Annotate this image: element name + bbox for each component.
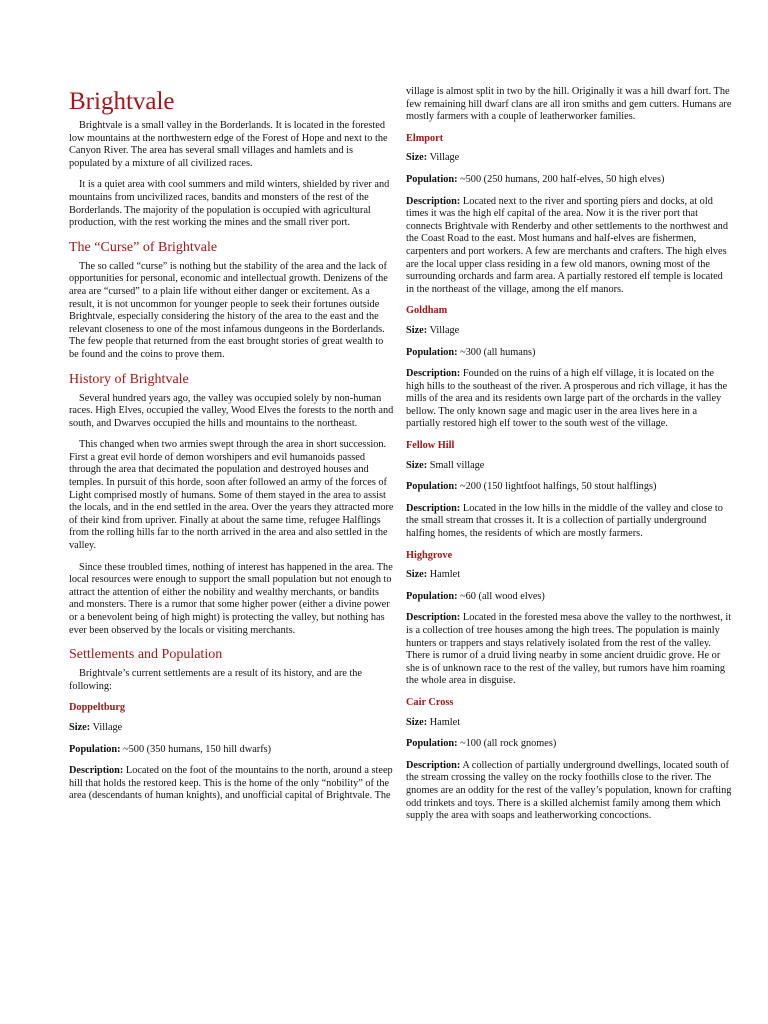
- size-value: Village: [429, 152, 460, 164]
- size-label: Size:: [406, 716, 428, 728]
- left-column: [69, 88, 395, 812]
- settlement-name-elmport: Elmport: [406, 132, 444, 144]
- population-value: ~200 (150 lightfoot halfings, 50 stout halflings): [460, 481, 657, 493]
- settlement-population: [406, 347, 732, 360]
- description-label: Description:: [406, 195, 461, 207]
- population-value: ~60 (all wood elves): [460, 590, 545, 602]
- curse-paragraph: The so called “curse” is nothing but the stability of the area and the lack of opportunities for personal, economic and intellectual growth. Denizens of the area are “cursed” to a plain life without either danger or excitement. As a result, it is not uncommon for younger people to seek their fortunes outside Brightvale, especially considering the history of the area to the east and the relevant closeness to one of the most infamous dungeons in the Borderlands. The few people that returned from the east brought stories of great wealth to be found and the coins to prove them.: [69, 260, 388, 360]
- population-label: Population:: [406, 481, 458, 493]
- population-value: ~300 (all humans): [460, 346, 536, 358]
- size-label: Size:: [406, 152, 428, 164]
- size-value: Village: [429, 324, 460, 336]
- settlement-population: [406, 481, 732, 494]
- history-paragraph-2: This changed when two armies swept through the area in short succession. First a great evil horde of demon worshipers and evil humanoids passed through the area that decimated the population and destroyed houses and temples. In pursuit of this horde, soon after followed an army of the forces of Light comprised mostly of humans. Some of them stayed in the area to assist the locals, and in the end settled in the area. Over the years they attracted more of their kind from upriver. Finally at about the same time, refugee Halflings from the rolling hills far to the north arrived in the area and also settled in the valley.: [69, 439, 394, 552]
- settlement-description: [406, 196, 732, 297]
- description-value: Located in the low hills in the middle of the valley and close to the small stream that crosses it. It is a collection of partially underground halfing homes, the residents of which are mostly farmers.: [406, 502, 723, 540]
- page-title: Brightvale: [69, 88, 175, 115]
- history-heading: History of Brightvale: [69, 371, 189, 387]
- description-value: A collection of partially underground dwellings, located south of the stream crossing the valley on the rocky foothills close to the river. The gnomes are an oddity for the rest of the valley’s population, known for crafting odd trinkets and toys. There is a skilled alchemist family among them which supply the area with soaps and leatherworking concoctions.: [406, 759, 732, 822]
- description-value: Located in the forested mesa above the valley to the northwest, it is a collection of tree houses among the high trees. The population is mainly hunters or trappers and stays relatively isolated from the rest of the valley. There is rumor of a druid living nearby in some ancient druidic grove. He or she is of unknown race to the rest of the valley, but rumors have him roaming the whole area in disguise.: [406, 612, 732, 687]
- description-value: Located on the foot of the mountains to the north, around a steep hill that holds the restored keep. This is the home of the only “nobility” of the area (descendants of human knights), and unofficial capital of Brightvale. The: [69, 765, 393, 802]
- doppeltburg-description-continued: village is almost split in two by the hill. Originally it was a hill dwarf fort. The few remaining hill dwarf clans are all iron smiths and gem cutters. Humans are mostly farmers with a couple of leatherworker families.: [406, 86, 732, 123]
- settlement-size: [69, 722, 395, 735]
- settlement-population: [69, 744, 395, 757]
- settlement-size: [406, 325, 732, 338]
- settlement-name-cair-cross: Cair Cross: [406, 696, 454, 708]
- population-label: Population:: [406, 590, 458, 602]
- size-label: Size:: [69, 721, 91, 733]
- size-value: Hamlet: [429, 716, 461, 728]
- settlement-size: [406, 569, 732, 582]
- intro-paragraph-2: It is a quiet area with cool summers and mild winters, shielded by river and mountains from uncivilized races, bandits and monsters of the rest of the Borderlands. The majority of the population is occupied with agricultural production, with the rest working the mines and the small river port.: [69, 179, 390, 229]
- settlement-name-goldham: Goldham: [406, 305, 448, 317]
- size-label: Size:: [406, 459, 428, 471]
- settlement-description: [406, 503, 732, 541]
- description-label: Description:: [406, 759, 461, 771]
- size-value: Hamlet: [429, 569, 461, 581]
- population-label: Population:: [406, 346, 458, 358]
- settlement-name-fellow-hill: Fellow Hill: [406, 440, 455, 452]
- description-label: Description:: [69, 765, 124, 777]
- history-paragraph-1: Several hundred years ago, the valley was occupied solely by non-human races. High Elves, occupied the valley, Wood Elves the forests to the north and south, and Dwarves occupied the hills and mountains to the northeast.: [69, 392, 394, 429]
- size-label: Size:: [406, 569, 428, 581]
- size-value: Village: [92, 721, 123, 733]
- population-label: Population:: [406, 173, 458, 185]
- settlement-description: [406, 760, 732, 823]
- description-label: Description:: [406, 612, 461, 624]
- population-label: Population:: [406, 738, 458, 750]
- right-column: [406, 86, 732, 832]
- settlement-description: [406, 612, 732, 688]
- population-value: ~100 (all rock gnomes): [460, 738, 557, 750]
- intro-paragraph-1: Brightvale is a small valley in the Borderlands. It is located in the forested low mountains at the northwestern edge of the Forest of Hope and next to the Canyon River. The area has several small villages and hamlets and is populated by a mixture of all civilized races.: [69, 120, 388, 169]
- population-value: ~500 (350 humans, 150 hill dwarfs): [123, 743, 272, 755]
- size-value: Small village: [429, 459, 485, 471]
- settlement-population: [406, 738, 732, 751]
- settlements-heading: Settlements and Population: [69, 647, 223, 663]
- description-label: Description:: [406, 502, 461, 514]
- settlements-intro: Brightvale’s current settlements are a result of its history, and are the following:: [69, 668, 362, 692]
- description-value: Founded on the ruins of a high elf village, it is located on the high hills to the southeast of the river. A prosperous and rich village, it has the mills of the area and its residents own large part of the orchards in the valley bellow. The only known sage and magic user in the area lives here in a partially restored high elf tower to the south west of the village.: [406, 368, 728, 430]
- settlement-description: [406, 368, 732, 431]
- settlement-size: [406, 152, 732, 165]
- population-value: ~500 (250 humans, 200 half-elves, 50 high elves): [460, 173, 665, 185]
- settlement-description: [69, 765, 395, 803]
- description-label: Description:: [406, 368, 461, 380]
- settlement-population: [406, 591, 732, 604]
- settlement-population: [406, 174, 732, 187]
- description-value: Located next to the river and sporting piers and docks, at old times it was the high elf capital of the area. Now it is the river port that connects Brightvale with Renderby and other settlements to the northwest and the Coast Road to the east. Most humans and half-elves are fishermen, carpenters and port workers. A few are merchants and crafters. The high elves are the local upper class residing in a few old manors, owning most of the surrounding orchards and farm area. A partially restored elf temple is located in the northeast of the village, among the elf manors.: [406, 195, 728, 295]
- settlement-size: [406, 717, 732, 730]
- settlement-name-doppeltburg: Doppeltburg: [69, 702, 126, 714]
- curse-heading: The “Curse” of Brightvale: [69, 239, 218, 255]
- settlement-name-highgrove: Highgrove: [406, 549, 453, 561]
- settlement-size: [406, 460, 732, 473]
- history-paragraph-3: Since these troubled times, nothing of interest has happened in the area. The local resources were enough to support the small population but not enough to attract the attention of either the nobility and wealthy merchants, or bandits and monsters. There is a rumor that some higher power (either a divine power or a benevolent being of high might) is protecting the valley, but nothing has ever been observed by the locals or visiting merchants.: [69, 561, 393, 636]
- population-label: Population:: [69, 743, 121, 755]
- size-label: Size:: [406, 324, 428, 336]
